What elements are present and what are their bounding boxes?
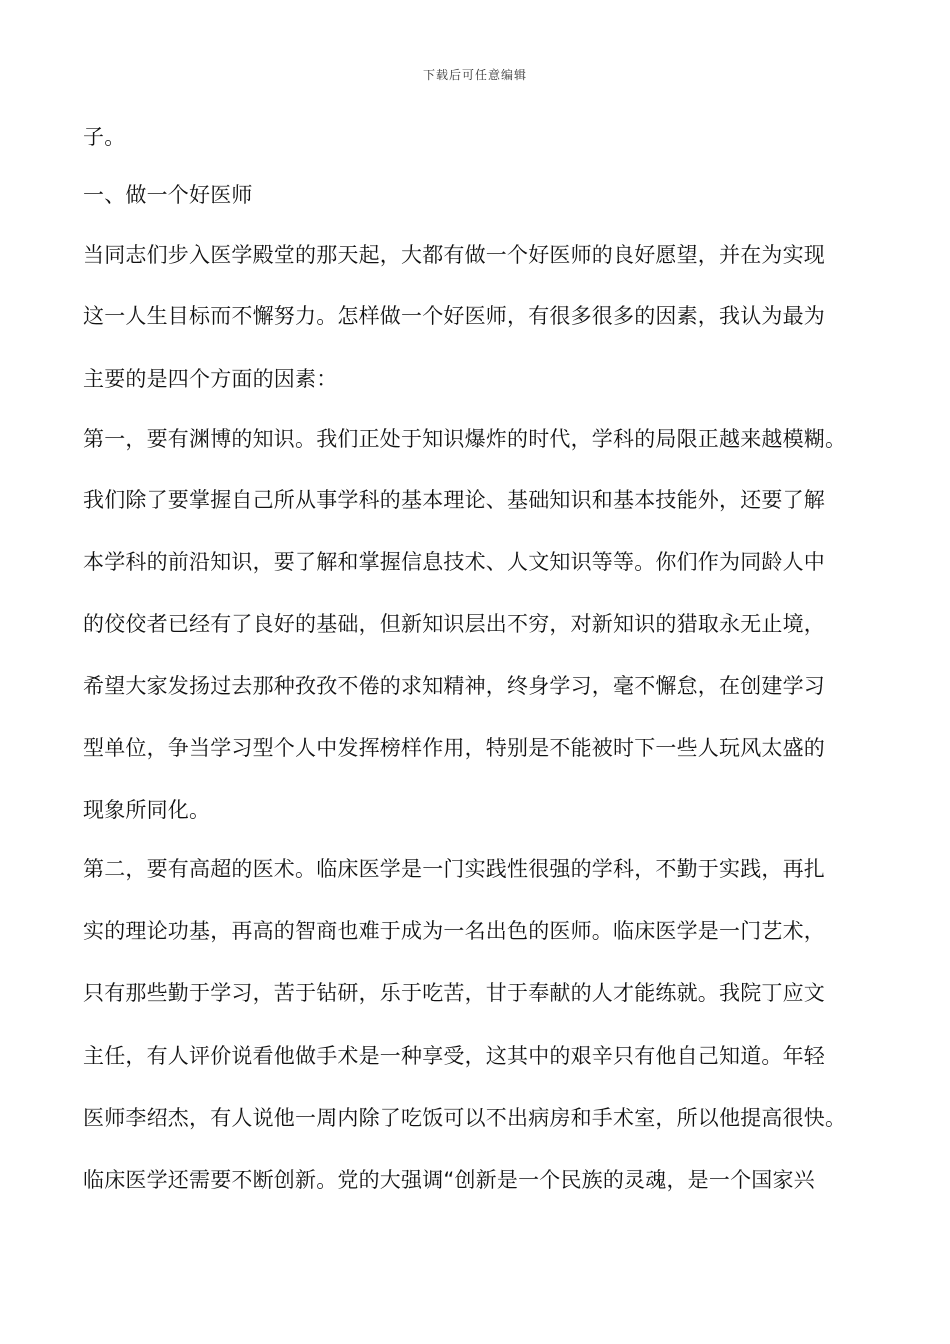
text-line: 第二，要有高超的医术。临床医学是一门实践性很强的学科，不勤于实践，再扎	[83, 857, 825, 881]
header-note: 下载后可任意编辑	[422, 68, 527, 82]
text-line: 主要的是四个方面的因素：	[83, 367, 338, 391]
text-line: 只有那些勤于学习，苦于钻研，乐于吃苦，甘于奉献的人才能练就。我院丁应文	[83, 981, 825, 1005]
text-line: 临床医学还需要不断创新。党的大强调“创新是一个民族的灵魂，是一个国家兴	[83, 1168, 815, 1192]
text-line: 实的理论功基，再高的智商也难于成为一名出色的医师。临床医学是一门艺术，	[83, 919, 825, 943]
text-line: 本学科的前沿知识，要了解和掌握信息技术、人文知识等等。你们作为同龄人中	[83, 550, 825, 574]
text-line: 希望大家发扬过去那种孜孜不倦的求知精神，终身学习，毫不懈怠，在创建学习	[83, 674, 825, 698]
text-line: 第一，要有渊博的知识。我们正处于知识爆炸的时代，学科的局限正越来越模糊。	[83, 427, 847, 451]
text-line: 当同志们步入医学殿堂的那天起，大都有做一个好医师的良好愿望，并在为实现	[83, 243, 825, 267]
text-line: 子。	[83, 125, 126, 149]
text-line: 现象所同化。	[83, 798, 211, 822]
section-heading: 一、做一个好医师	[83, 183, 253, 207]
text-line: 的佼佼者已经有了良好的基础，但新知识层出不穷，对新知识的猎取永无止境，	[83, 612, 825, 636]
text-line: 主任，有人评价说看他做手术是一种享受，这其中的艰辛只有他自己知道。年轻	[83, 1044, 825, 1068]
text-line: 这一人生目标而不懈努力。怎样做一个好医师，有很多很多的因素，我认为最为	[83, 304, 825, 328]
text-line: 医师李绍杰，有人说他一周内除了吃饭可以不出病房和手术室，所以他提高很快。	[83, 1106, 847, 1130]
text-line: 型单位，争当学习型个人中发挥榜样作用，特别是不能被时下一些人玩风太盛的	[83, 736, 825, 760]
text-line: 我们除了要掌握自己所从事学科的基本理论、基础知识和基本技能外，还要了解	[83, 488, 825, 512]
